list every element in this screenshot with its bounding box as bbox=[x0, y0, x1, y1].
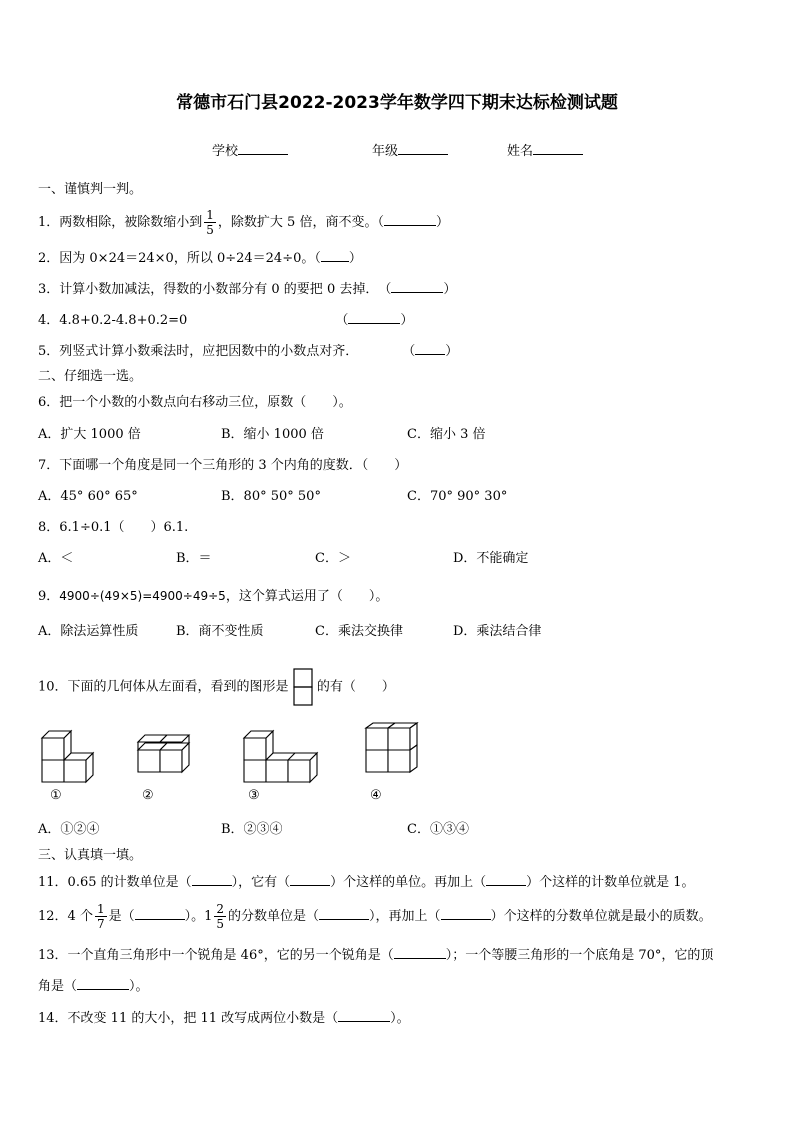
q10-option-c[interactable]: C．①③④ bbox=[407, 822, 469, 837]
section-heading-3: 三、认真填一填。 bbox=[38, 848, 143, 863]
figure-label-3: ③ bbox=[248, 788, 260, 803]
question-13-continued: 角是（ ）。 bbox=[38, 979, 149, 994]
solid-figure-4 bbox=[364, 720, 420, 776]
answer-blank-4[interactable] bbox=[348, 311, 400, 324]
answer-blank-14[interactable] bbox=[338, 1009, 390, 1022]
grade-label: 年级 bbox=[372, 144, 399, 159]
q8-option-c[interactable]: C．＞ bbox=[315, 551, 351, 566]
name-field bbox=[507, 140, 583, 159]
question-3: 3．计算小数加减法，得数的小数部分有 0 的要把 0 去掉． （ ） bbox=[38, 282, 457, 297]
question-4: 4．4.8+0.2-4.8+0.2=0 （ ） bbox=[38, 313, 414, 328]
name-label: 姓名 bbox=[507, 144, 534, 159]
answer-blank-11b[interactable] bbox=[290, 873, 330, 886]
name-blank[interactable] bbox=[533, 141, 583, 155]
answer-blank-13a[interactable] bbox=[394, 946, 446, 959]
question-8: 8．6.1÷0.1（ ）6.1. bbox=[38, 520, 189, 535]
page-title: 常德市石门县2022-2023学年数学四下期末达标检测试题 bbox=[176, 93, 618, 113]
question-6: 6．把一个小数的小数点向右移动三位，原数（ ）。 bbox=[38, 395, 352, 410]
fraction-one-fifth: $\frac{1}{5}$ bbox=[206, 208, 214, 237]
q9-option-d[interactable]: D．乘法结合律 bbox=[453, 624, 542, 639]
q8-option-a[interactable]: A．＜ bbox=[38, 551, 74, 566]
question-9: 9．4900÷(49×5)=4900÷49÷5，这个算式运用了（ ）。 bbox=[38, 589, 389, 604]
section-heading-2: 二、仔细选一选。 bbox=[38, 369, 143, 384]
answer-blank-12c[interactable] bbox=[441, 907, 491, 920]
answer-blank-12a[interactable] bbox=[135, 907, 185, 920]
answer-blank-12b[interactable] bbox=[319, 907, 369, 920]
question-2: 2．因为 0×24＝24×0，所以 0÷24＝24÷0。（ ） bbox=[38, 251, 362, 266]
figure-label-4: ④ bbox=[370, 788, 382, 803]
q6-option-a[interactable]: A．扩大 1000 倍 bbox=[38, 427, 141, 442]
q7-option-b[interactable]: B．80° 50° 50° bbox=[221, 489, 321, 504]
school-field bbox=[212, 140, 288, 159]
q10-option-a[interactable]: A．①②④ bbox=[38, 822, 100, 837]
question-12: 12．4 个 $\frac{1}{7}$ 是（ ）。1 $\frac{2}{5}$ 的分数单位是（ ），再加上（ ）个这样的分数单位就是最小的质数。 bbox=[38, 902, 712, 931]
q9-option-c[interactable]: C．乘法交换律 bbox=[315, 624, 403, 639]
q8-option-b[interactable]: B．＝ bbox=[176, 551, 212, 566]
section-heading-1: 一、谨慎判一判。 bbox=[38, 182, 143, 197]
question-10: 10．下面的几何体从左面看，看到的图形是 的有（ ） bbox=[38, 668, 395, 706]
school-label: 学校 bbox=[212, 144, 239, 159]
solid-figure-2 bbox=[136, 732, 198, 774]
q9-expression: 4900÷(49×5)=4900÷49÷5 bbox=[59, 589, 226, 603]
grade-field bbox=[372, 140, 448, 159]
q6-option-b[interactable]: B．缩小 1000 倍 bbox=[221, 427, 324, 442]
question-1: 1．两数相除，被除数缩小到 $\frac{1}{5}$ ，除数扩大 5 倍，商不变。（ ） bbox=[38, 208, 449, 237]
answer-blank-2[interactable] bbox=[321, 249, 349, 262]
q8-option-d[interactable]: D．不能确定 bbox=[453, 551, 529, 566]
q7-option-a[interactable]: A．45° 60° 65° bbox=[38, 489, 138, 504]
fraction-one-seventh: $\frac{1}{7}$ bbox=[96, 902, 105, 931]
figure-label-2: ② bbox=[142, 788, 154, 803]
answer-blank-11a[interactable] bbox=[192, 873, 232, 886]
solid-figure-3 bbox=[242, 728, 320, 784]
q10-option-b[interactable]: B．②③④ bbox=[221, 822, 283, 837]
question-14: 14．不改变 11 的大小，把 11 改写成两位小数是（ ）。 bbox=[38, 1011, 410, 1026]
q6-option-c[interactable]: C．缩小 3 倍 bbox=[407, 427, 486, 442]
q9-option-b[interactable]: B．商不变性质 bbox=[176, 624, 264, 639]
school-blank[interactable] bbox=[238, 141, 288, 155]
question-5: 5．列竖式计算小数乘法时，应把因数中的小数点对齐． （ ） bbox=[38, 344, 459, 359]
figure-label-1: ① bbox=[50, 788, 62, 803]
side-view-figure bbox=[293, 668, 313, 706]
question-11: 11．0.65 的计数单位是（ ），它有（ ）个这样的单位。再加上（ ）个这样的计数单位就是 1。 bbox=[38, 875, 695, 890]
answer-blank-11c[interactable] bbox=[486, 873, 526, 886]
grade-blank[interactable] bbox=[398, 141, 448, 155]
question-7: 7．下面哪一个角度是同一个三角形的 3 个内角的度数．（ ） bbox=[38, 458, 408, 473]
q9-option-a[interactable]: A．除法运算性质 bbox=[38, 624, 139, 639]
solid-figure-1 bbox=[40, 728, 96, 784]
answer-blank-3[interactable] bbox=[391, 280, 443, 293]
answer-blank-5[interactable] bbox=[415, 342, 445, 355]
question-13: 13．一个直角三角形中一个锐角是 46°，它的另一个锐角是（ ）；一个等腰三角形的一个底角是 70°，它的顶 bbox=[38, 948, 714, 963]
q7-option-c[interactable]: C．70° 90° 30° bbox=[407, 489, 508, 504]
fraction-two-fifths: $\frac{2}{5}$ bbox=[216, 902, 225, 931]
answer-blank-1[interactable] bbox=[384, 213, 436, 226]
answer-blank-13b[interactable] bbox=[77, 977, 129, 990]
